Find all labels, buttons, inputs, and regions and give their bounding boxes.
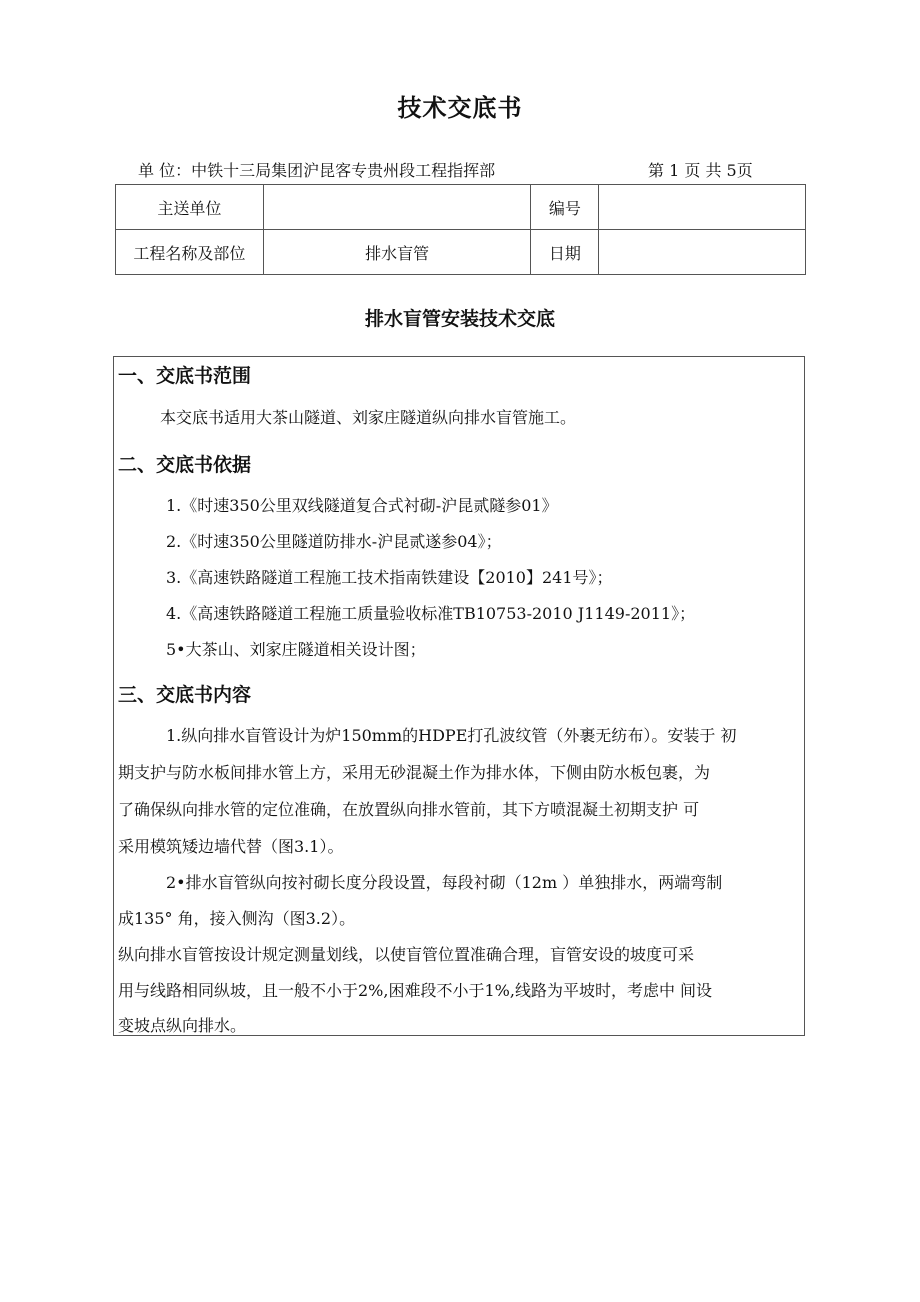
number-value — [599, 185, 806, 230]
send-unit-label: 主送单位 — [116, 185, 264, 230]
content-box — [113, 356, 805, 1036]
section-heading-scope: 一、交底书范围 — [118, 365, 252, 387]
basis-item: 4.《高速铁路隧道工程施工质量验收标准TB10753-2010 J1149-2011》； — [166, 604, 696, 623]
section-heading-basis: 二、交底书依据 — [118, 454, 252, 476]
document-title: 技术交底书 — [397, 93, 523, 122]
date-label: 日期 — [531, 230, 599, 275]
basis-item: 3.《高速铁路隧道工程施工技术指南铁建设【2010】241号》； — [166, 568, 613, 587]
document-subtitle: 排水盲管安装技术交底 — [364, 308, 555, 330]
content-line: 纵向排水盲管按设计规定测量划线，以使盲管位置准确合理，盲管安设的坡度可采 — [118, 945, 695, 964]
basis-item: 5•大茶山、刘家庄隧道相关设计图； — [166, 640, 426, 659]
content-line: 1.纵向排水盲管设计为炉150mm的HDPE打孔波纹管（外裹无纺布）。安装于 初 — [166, 726, 737, 745]
content-line: 期支护与防水板间排水管上方，采用无砂混凝土作为排水体，下侧由防水板包裹，为 — [118, 763, 711, 782]
send-unit-value — [263, 185, 531, 230]
content-line: 用与线路相同纵坡，且一般不小于2%,困难段不小于1%,线路为平坡时，考虑中 间设 — [118, 981, 713, 1000]
scope-text: 本交底书适用大茶山隧道、刘家庄隧道纵向排水盲管施工。 — [160, 408, 577, 427]
content-line: 采用模筑矮边墙代替（图3.1）。 — [118, 837, 344, 856]
info-table — [115, 184, 806, 275]
date-value — [599, 230, 806, 275]
page-info: 第 1 页 共 5页 — [648, 161, 753, 180]
basis-item: 1.《时速350公里双线隧道复合式衬砌-沪昆贰隧参01》 — [166, 496, 558, 515]
info-row-project — [116, 230, 806, 275]
content-line: 了确保纵向排水管的定位准确，在放置纵向排水管前，其下方喷混凝土初期支护 可 — [118, 800, 700, 819]
content-line: 成135° 角，接入侧沟（图3.2）。 — [118, 909, 356, 928]
section-heading-content: 三、交底书内容 — [118, 684, 252, 706]
content-line: 2•排水盲管纵向按衬砌长度分段设置，每段衬砌（12m ）单独排水，两端弯制 — [166, 873, 723, 892]
content-line: 变坡点纵向排水。 — [118, 1016, 247, 1035]
number-label: 编号 — [531, 185, 599, 230]
unit-line: 单 位：中铁十三局集团沪昆客专贵州段工程指挥部 — [138, 161, 496, 180]
basis-item: 2.《时速350公里隧道防排水-沪昆贰遂参04》； — [166, 532, 502, 551]
project-value: 排水盲管 — [263, 230, 531, 275]
project-label: 工程名称及部位 — [116, 230, 264, 275]
info-row-send-unit — [116, 185, 806, 230]
